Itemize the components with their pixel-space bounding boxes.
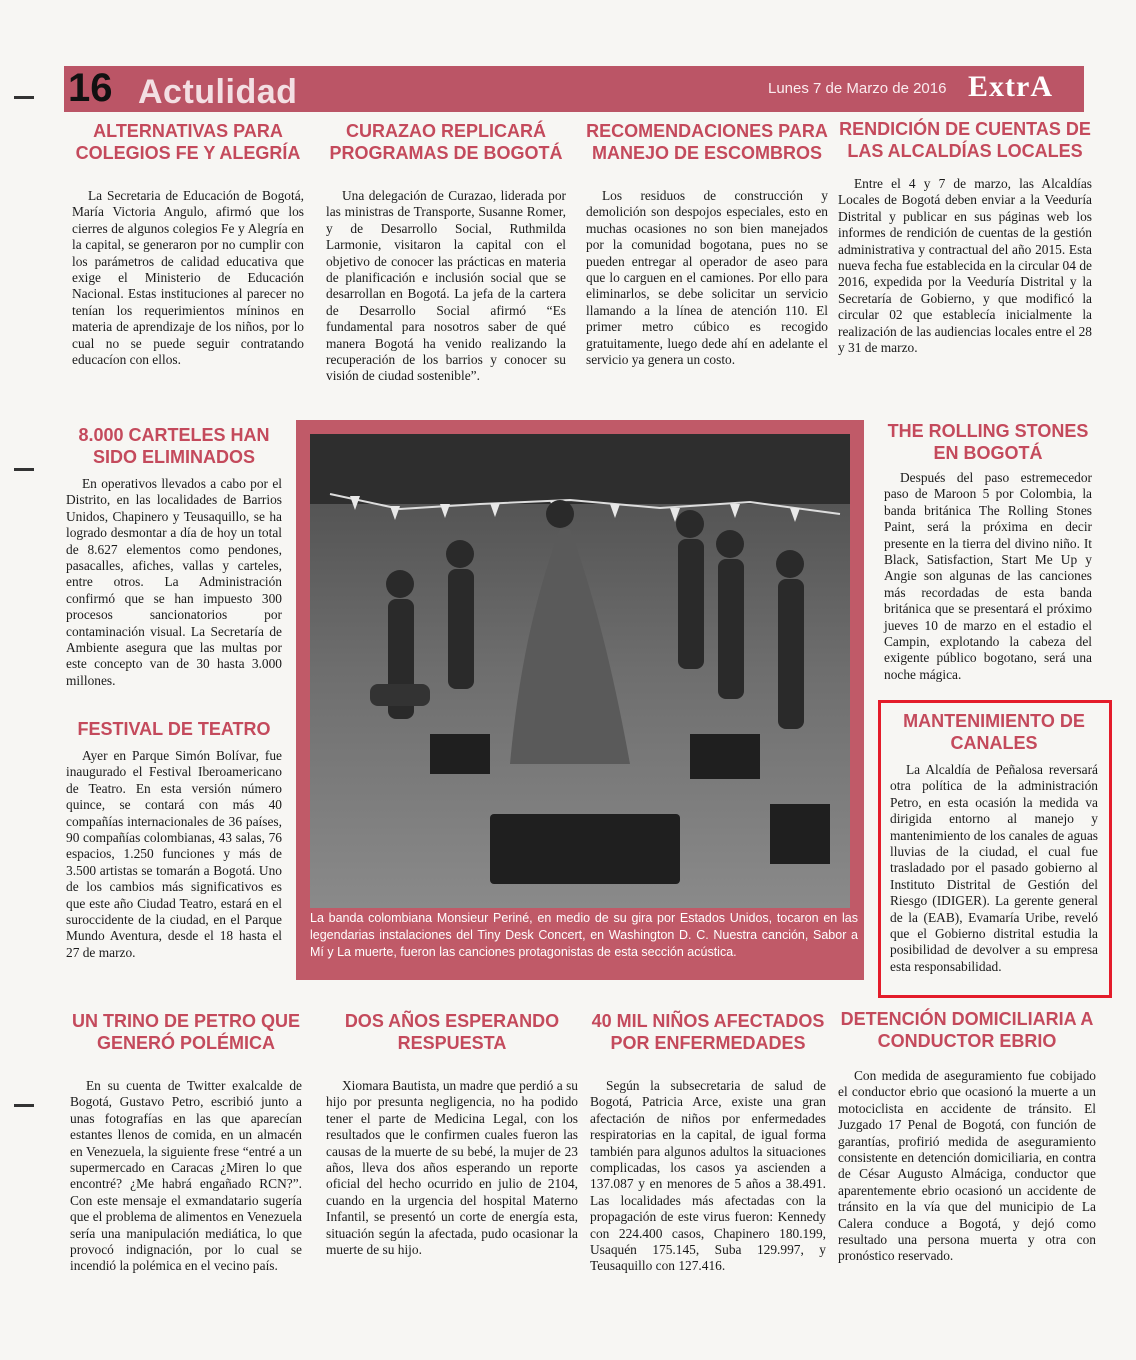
article-curazao (326, 120, 566, 385)
article-body: La Alcaldía de Peñalosa reversará otra política de la administración Petro, en esta ocasión la medida va dirigida entorno al manejo y mantenimiento de los canales de aguas lluvias de la ciudad, el cual fue trasladado por el pasado gobierno al Instituto Distrital de Gestión del Riesgo (IDIGER). La gerente general de la (EAB), Evamaría Uribe, reveló que el Gobierno distrital estudia la posibilidad de devolver a su empresa esta responsabilidad. (890, 762, 1098, 974)
article-body: Entre el 4 y 7 de marzo, las Alcaldías Locales de Bogotá deben enviar a la Veeduría Distrital y publicar en sus páginas web los informes de rendición de cuentas de la gestión administrativa y contractual del año 2015. Esta nueva fecha fue establecida en la circular 04 de 2016, expedida por la Veeduría Distrital y la Secretaría de Gobierno, y que modificó la circular 02 que establecía inicialmente la realización de las audiencias locales entre el 28 y 31 de marzo. (838, 176, 1092, 356)
article-body: Según la subsecretaria de salud de Bogotá, Patricia Arce, existe una gran afectación de niños por enfermedades respiratorias en la capital, de igual forma también para algunos adultos la situaciones complicadas, los casos ya ascienden a 137.087 y en menores de 5 años a 38.491. Las localidades más afectadas con la propagación de este virus fueron: Kennedy con 224.400 casos, Chapinero 180.199, Usaquén 175.145, Suba 129.997, y Teusaquillo con 127.416. (590, 1078, 826, 1274)
headline: UN TRINO DE PETRO QUE GENERÓ POLÉMICA (71, 1011, 300, 1053)
band-photo-image (310, 434, 850, 908)
article-body: La Secretaria de Educación de Bogotá, María Victoria Angulo, afirmó que los cierres de algunos colegios Fe y Alegría en la capital, se generaron por no cumplir con los parámetros de calidad educativa que exige el Ministerio de Educación Nacional. Estas instituciones al parecer no tenían los requerimientos míninos en materia de aprendizaje de los niños, por lo cual no se puede seguir contratando educacíon con ellos. (72, 188, 304, 368)
photo-frame (296, 420, 864, 980)
headline: THE ROLLING STONES EN BOGOTÁ (887, 421, 1089, 463)
headline: DOS AÑOS ESPERANDO RESPUESTA (344, 1011, 560, 1053)
scan-mark (14, 1104, 34, 1107)
headline: 40 MIL NIÑOS AFECTADOS POR ENFERMEDADES (591, 1011, 825, 1053)
page-number: 16 (68, 66, 113, 110)
headline: FESTIVAL DE TEATRO (77, 719, 271, 739)
article-detencion (838, 1008, 1096, 1265)
headline: RENDICIÓN DE CUENTAS DE LAS ALCALDÍAS LOCALES (839, 119, 1091, 161)
article-body: Con medida de aseguramiento fue cobijado el conductor ebrio que ocasionó la muerte a un motociclista en accidente de tránsito. El Juzgado 17 Penal de Bogotá, con función de garantías, profirió medida de aseguramiento consistente en detención domiciliaria, en contra de César Augusto Almáciga, conductor que aparentemente ebrio ocasionó un accidente de tránsito en la vía que del municipio de La Calera conduce a Bogotá, y dejó como resultado una persona muerta y otra con pronóstico reservado. (838, 1068, 1096, 1264)
article-body: Ayer en Parque Simón Bolívar, fue inaugurado el Festival Iberoamericano de Teatro. En esta versión número quince, se contará con más 40 compañías internacionales de 36 países, 90 compañías colombianas, 43 salas, 76 espacios, 1.250 funciones y más de 3.500 artistas se tomarán a Bogotá. Uno de los cambios más significativos es que este año Ciudad Teatro, estará en el suroccidente de la ciudad, en el Parque Mundo Aventura, desde el 18 hasta el 27 de marzo. (66, 748, 282, 960)
publication-date: Lunes 7 de Marzo de 2016 (768, 80, 947, 97)
article-carteles (66, 424, 282, 689)
headline: DETENCIÓN DOMICILIARIA A CONDUCTOR EBRIO (840, 1009, 1094, 1051)
headline: 8.000 CARTELES HAN SIDO ELIMINADOS (78, 425, 270, 467)
article-alternativas (72, 120, 304, 368)
article-body: Después del paso estremecedor paso de Maroon 5 por Colombia, la banda británica The Rolling Stones Paint, será la próxima en decir presente en la tierra del divino niño. It Black, Satisfaction, Start Me Up y Angie son algunas de las canciones más recordadas de esta banda británica que se presentará el próximo jueves 10 de marzo en el estadio el Campin, explotando la cabeza del exigente público bogotano, será una noche mágica. (884, 470, 1092, 682)
section-title: Actulidad (138, 73, 298, 111)
article-body: En operativos llevados a cabo por el Distrito, en las localidades de Barrios Unidos, Chapinero y Teusaquillo, se ha logrado desmontar a día de hoy un total de 8.627 elementos como pendones, pasacalles, afiches, vallas y carteles, entre otros. La Administración confirmó que se han impuesto 300 procesos sancionatorios por contaminación visual. La Secretaría de Ambiente asegura que las multas por este concepto van de 30 hasta 3.000 millones. (66, 476, 282, 688)
article-dos-anos (326, 1010, 578, 1258)
article-body: Xiomara Bautista, un madre que perdió a su hijo por presunta negligencia, no ha podido tener el parte de Medicina Legal, con los resultados que le confirmen cuales fueron las causas de la muerte de su bebé, la mujer de 23 años, lleva dos años esperando un reporte oficial del hecho ocurrido en julio de 2104, cuando en la urgencia del hospital Materno Infantil, se presentó un corte de energía esta, situación según la afectada, pudo ocasionar la muerte de su hijo. (326, 1078, 578, 1258)
scan-mark (14, 468, 34, 471)
scan-mark (14, 96, 34, 99)
article-rolling-stones (884, 420, 1092, 683)
article-body: Una delegación de Curazao, liderada por las ministras de Transporte, Susanne Romer, y de Desarrollo Social, Ruthmilda Larmonie, visitaron la capital con el objetivo de conocer las prácticas en materia de planificación e inclusión social que se desarrollan en Bogotá. La jefa de la cartera de Desarrollo Social afirmó “Es fundamental para nosotros saber de qué manera Bogotá ha venido realizando la recuperación de los barrios y conocer su visión de ciudad sostenible”. (326, 188, 566, 384)
headline: RECOMENDACIONES PARA MANEJO DE ESCOMBROS (586, 121, 828, 163)
article-festival (66, 718, 282, 961)
article-trino-petro (70, 1010, 302, 1275)
article-body: En su cuenta de Twitter exalcalde de Bogotá, Gustavo Petro, escribió junto a unas fotografías en las que aparecían estantes llenos de comida, en un almacén en Venezuela, la siguiente frese “entré a un supermercado en Caracas ¿Miren lo que encontré? ¿Me habrá engañado RCN?”. Con este mensaje el exmandatario sugería que el problema de alimentos en Venezuela sería una manipulación mediática, lo que provocó indignación, por lo cual se incendió la polémica en el vecino país. (70, 1078, 302, 1274)
article-canales (890, 710, 1098, 975)
photo-caption: La banda colombiana Monsieur Periné, en medio de su gira por Estados Unidos, tocaron en las legendarias instalaciones del Tiny Desk Concert, en Washington D. C. Nuestra canción, Sabor a Mí y La muerte, fueron las canciones protagonistas de esta sección acústica. (310, 911, 858, 959)
headline: MANTENIMIENTO DE CANALES (903, 711, 1085, 753)
article-body: Los residuos de construcción y demolición son despojos especiales, esto en muchas ocasiones no son bien manejados por la comunidad bogotana, pues no se pueden entregar al operador de aseo para que lo carguen en el camiones. Por ello para eliminarlos, se debe solicitar un servicio llamando a la línea de atención 110. El primer metro cúbico es recogido gratuitamente, luego dede ahí en adelante el servicio ya genera un costo. (586, 188, 828, 368)
headline: ALTERNATIVAS PARA COLEGIOS FE Y ALEGRÍA (75, 121, 301, 163)
newspaper-logo: ExtrA (968, 70, 1053, 103)
article-escombros (586, 120, 828, 368)
article-rendicion (838, 118, 1092, 356)
article-40-mil-ninos (590, 1010, 826, 1275)
headline: CURAZAO REPLICARÁ PROGRAMAS DE BOGOTÁ (329, 121, 563, 163)
